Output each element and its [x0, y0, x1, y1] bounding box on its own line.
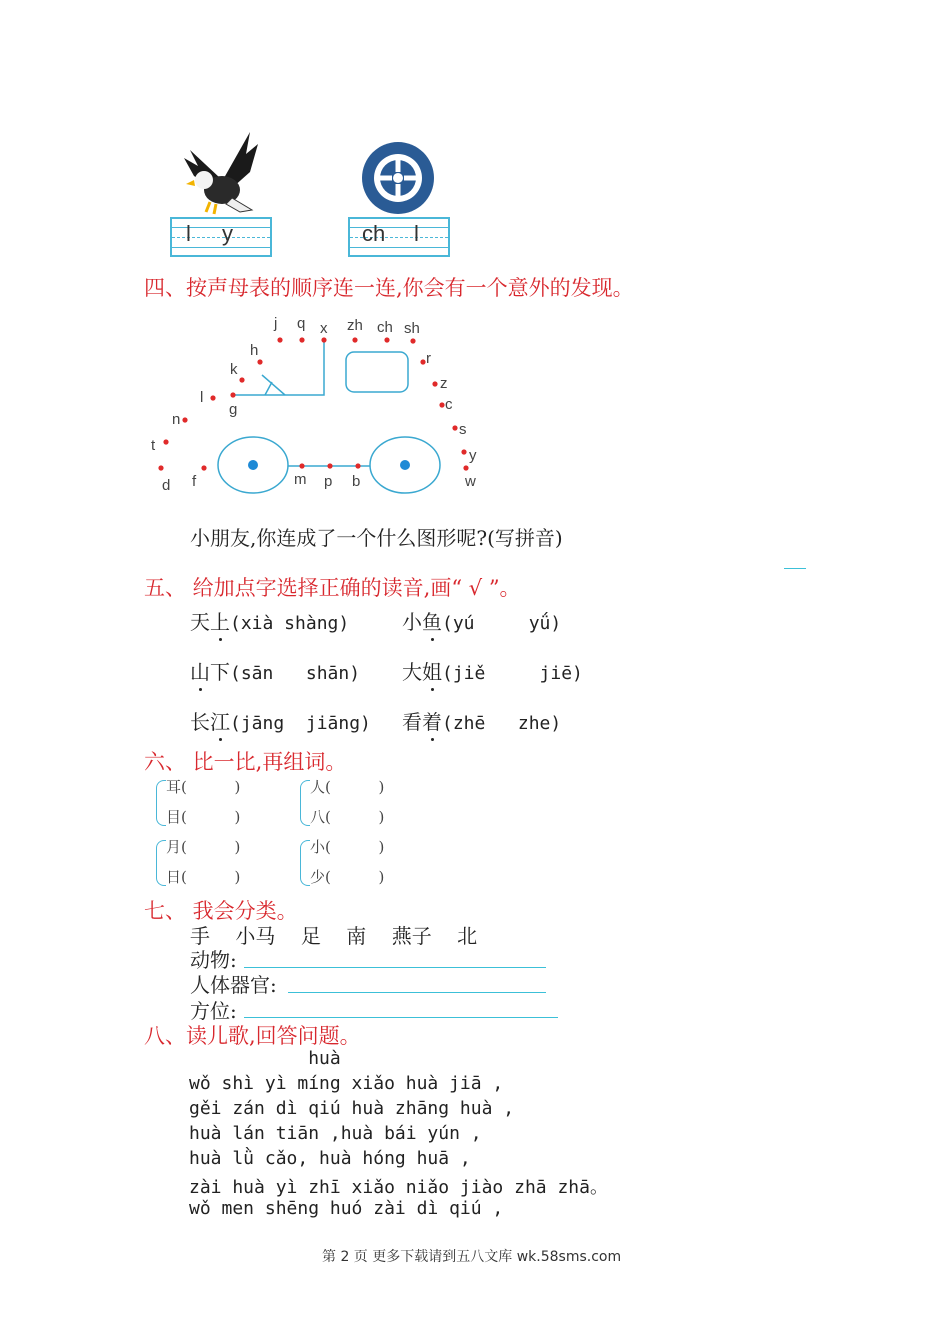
compare-item[interactable]: 人( ) [310, 778, 385, 796]
category-animals-answer-line[interactable] [244, 967, 546, 968]
wheel-icon [360, 140, 436, 216]
compare-item[interactable]: 月( ) [166, 838, 241, 856]
reading-item-4[interactable]: 大姐(jiě jiē) [402, 656, 583, 685]
poem-line: gěi zán dì qiú huà zhāng huà , [189, 1098, 515, 1119]
compare-brace [156, 840, 166, 886]
section8-title: 八、读儿歌,回答问题。 [144, 1024, 361, 1048]
letter-g: g [229, 401, 238, 418]
letter-s: s [459, 421, 467, 438]
reading-item-2[interactable]: 小鱼(yú yǘ) [402, 606, 561, 635]
letter-j: j [274, 315, 278, 332]
letter-f: f [192, 473, 197, 490]
reading-item-1[interactable]: 天上(xià shàng) [190, 606, 349, 635]
wheel-final: l [414, 221, 419, 246]
category-body-answer-line[interactable] [288, 992, 546, 993]
poem-line: huà lǜ cǎo, huà hóng huā , [189, 1148, 471, 1169]
compare-brace [300, 780, 310, 826]
dotted-char: 姐 [422, 656, 442, 685]
dotted-char: 鱼 [422, 606, 442, 635]
letter-p: p [324, 473, 333, 490]
compare-item[interactable]: 日( ) [166, 868, 241, 886]
wheel-hub-right [400, 460, 410, 470]
reading-item-5[interactable]: 长江(jāng jiāng) [190, 706, 371, 735]
section4-title: 四、按声母表的顺序连一连,你会有一个意外的发现。 [144, 276, 634, 300]
letter-h: h [250, 342, 259, 359]
dotted-char: 江 [210, 706, 230, 735]
dot-to-dot-puzzle [140, 310, 500, 510]
compare-brace [156, 780, 166, 826]
section7-title: 七、 我会分类。 [144, 899, 298, 923]
letter-d: d [162, 477, 171, 494]
section4-answer-line[interactable] [784, 568, 806, 569]
letter-w: w [465, 473, 476, 490]
compare-item[interactable]: 耳( ) [166, 778, 241, 796]
poem-line: wǒ men shēng huó zài dì qiú , [189, 1198, 504, 1219]
dotted-char: 上 [210, 606, 230, 635]
section5-title: 五、 给加点字选择正确的读音,画“ √ ”。 [144, 576, 521, 600]
letter-ch: ch [377, 319, 393, 336]
letter-r: r [426, 350, 431, 367]
poem-line: wǒ shì yì míng xiǎo huà jiā , [189, 1073, 504, 1094]
letter-z: z [440, 375, 448, 392]
letter-sh: sh [404, 320, 420, 337]
wheel-pinyin-box [348, 217, 450, 257]
letter-y: y [469, 447, 477, 464]
compare-item[interactable]: 目( ) [166, 808, 241, 826]
reading-item-3[interactable]: 山下(sān shān) [190, 656, 360, 685]
compare-brace [300, 840, 310, 886]
letter-m: m [294, 471, 307, 488]
poem-line: huà [189, 1048, 341, 1069]
reading-item-6[interactable]: 看着(zhē zhe) [402, 706, 561, 735]
letter-c: c [445, 396, 453, 413]
category-direction-answer-line[interactable] [244, 1017, 558, 1018]
classify-words: 手 小马 足 南 燕子 北 [190, 924, 478, 948]
category-animals-label: 动物: [190, 948, 237, 972]
section4-question: 小朋友,你连成了一个什么图形呢?(写拼音) [190, 526, 563, 550]
wheel-hub-left [248, 460, 258, 470]
dotted-char: 着 [422, 706, 442, 735]
eagle-final: y [222, 221, 233, 246]
category-direction-label: 方位: [190, 999, 237, 1023]
puzzle-letters [151, 315, 477, 494]
compare-item[interactable]: 八( ) [310, 808, 385, 826]
dotted-char: 山 [190, 656, 210, 685]
car-window-line [262, 375, 285, 395]
puzzle-dots [158, 337, 468, 470]
wheel-picture [360, 140, 436, 216]
letter-k: k [230, 361, 238, 378]
compare-item[interactable]: 小( ) [310, 838, 385, 856]
eagle-pinyin-box [170, 217, 272, 257]
eagle-icon [180, 128, 260, 216]
letter-n: n [172, 411, 181, 428]
category-body-label: 人体器官: [190, 973, 277, 997]
letter-b: b [352, 473, 361, 490]
letter-x: x [320, 320, 328, 337]
letter-l: l [200, 389, 204, 406]
eagle-initial: l [186, 221, 191, 246]
letter-zh: zh [347, 317, 363, 334]
section6-title: 六、 比一比,再组词。 [144, 750, 347, 774]
car-window [346, 352, 408, 392]
wheel-initial: ch [362, 221, 386, 246]
compare-item[interactable]: 少( ) [310, 868, 385, 886]
eagle-picture [180, 128, 260, 216]
page-footer: 第 2 页 更多下载请到五八文库 wk.58sms.com [322, 1249, 622, 1265]
letter-q: q [297, 315, 306, 332]
letter-t: t [151, 437, 156, 454]
car-body-line [233, 342, 324, 395]
poem-line: zài huà yì zhī xiǎo niǎo jiào zhā zhā。 [189, 1177, 608, 1198]
poem-line: huà lán tiān ,huà bái yún , [189, 1123, 482, 1144]
